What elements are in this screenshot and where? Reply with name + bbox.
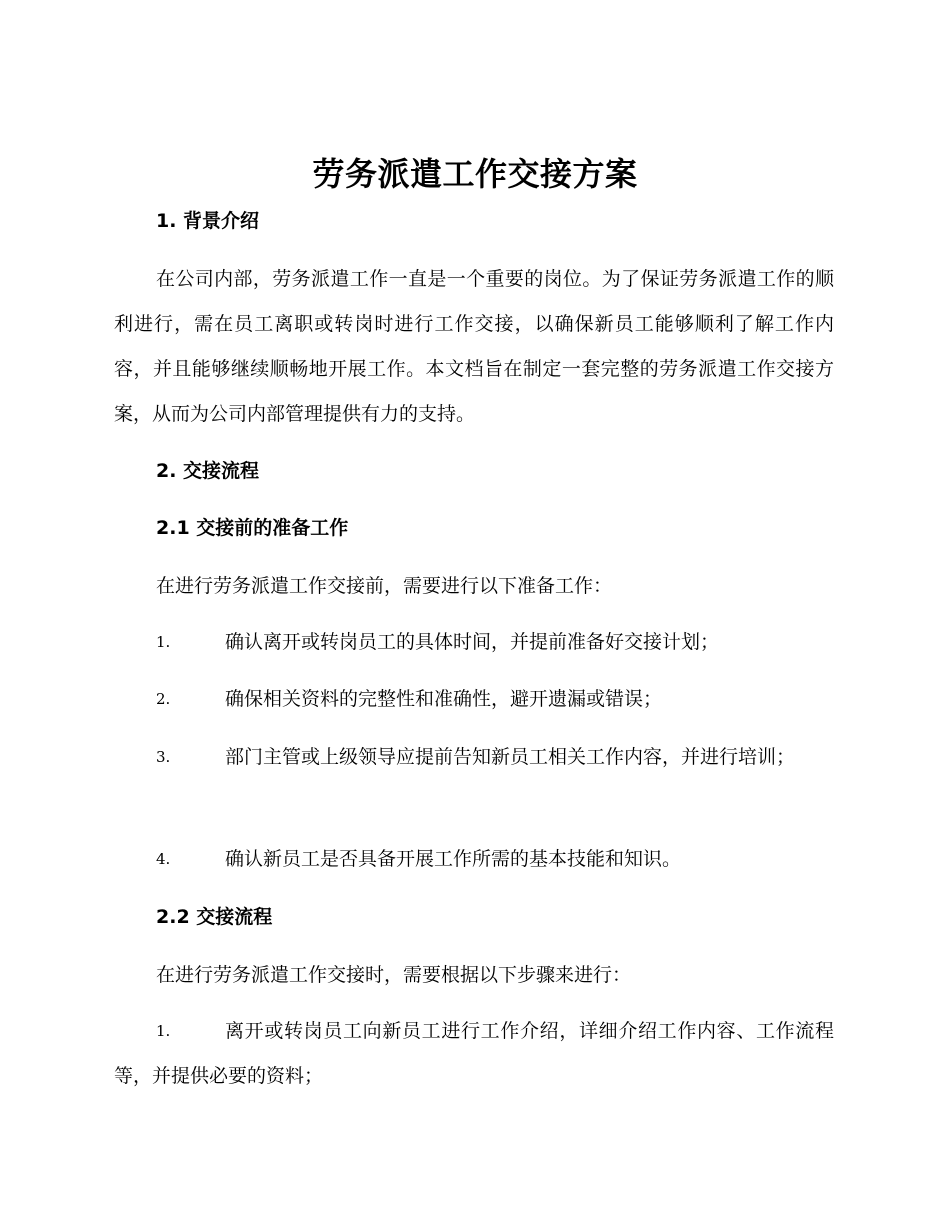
- list-item: [114, 620, 834, 665]
- document-title: 劳务派遣工作交接方案: [312, 155, 638, 193]
- list-item-text: 确保相关资料的完整性和准确性，避开遗漏或错误；: [225, 688, 663, 710]
- list-item-number: 4.: [156, 850, 171, 868]
- section-heading-background: 1. 背景介绍: [156, 210, 260, 232]
- subsection-heading-preparation: 2.1 交接前的准备工作: [156, 517, 349, 539]
- subsection-heading-handover-steps: 2.2 交接流程: [156, 906, 273, 928]
- list-item: [114, 735, 834, 780]
- background-paragraph: 在公司内部，劳务派遣工作一直是一个重要的岗位。为了保证劳务派遣工作的顺利进行，需在员工离职或转岗时进行工作交接，以确保新员工能够顺利了解工作内容，并且能够继续顺畅地开展工作。本文档旨在制定一套完整的劳务派遣工作交接方案，从而为公司内部管理提供有力的支持。: [114, 268, 834, 425]
- list-item-text: 确认离开或转岗员工的具体时间，并提前准备好交接计划；: [225, 631, 720, 653]
- handover-steps-intro: 在进行劳务派遣工作交接时，需要根据以下步骤来进行：: [156, 964, 632, 986]
- list-item-number: 2.: [156, 690, 171, 708]
- list-item-text: 离开或转岗员工向新员工进行工作介绍，详细介绍工作内容、工作流程等，并提供必要的资料；: [114, 1020, 834, 1087]
- list-item-number: 3.: [156, 748, 171, 766]
- list-item: [114, 837, 834, 882]
- list-item-text: 部门主管或上级领导应提前告知新员工相关工作内容，并进行培训；: [225, 746, 796, 768]
- list-item-text: 确认新员工是否具备开展工作所需的基本技能和知识。: [225, 848, 682, 870]
- section-heading-handover-process: 2. 交接流程: [156, 460, 260, 482]
- list-item-number: 1.: [156, 1022, 171, 1040]
- list-item: [114, 677, 834, 722]
- list-item-number: 1.: [156, 633, 171, 651]
- list-item: [114, 1009, 834, 1099]
- preparation-intro: 在进行劳务派遣工作交接前，需要进行以下准备工作：: [156, 575, 613, 597]
